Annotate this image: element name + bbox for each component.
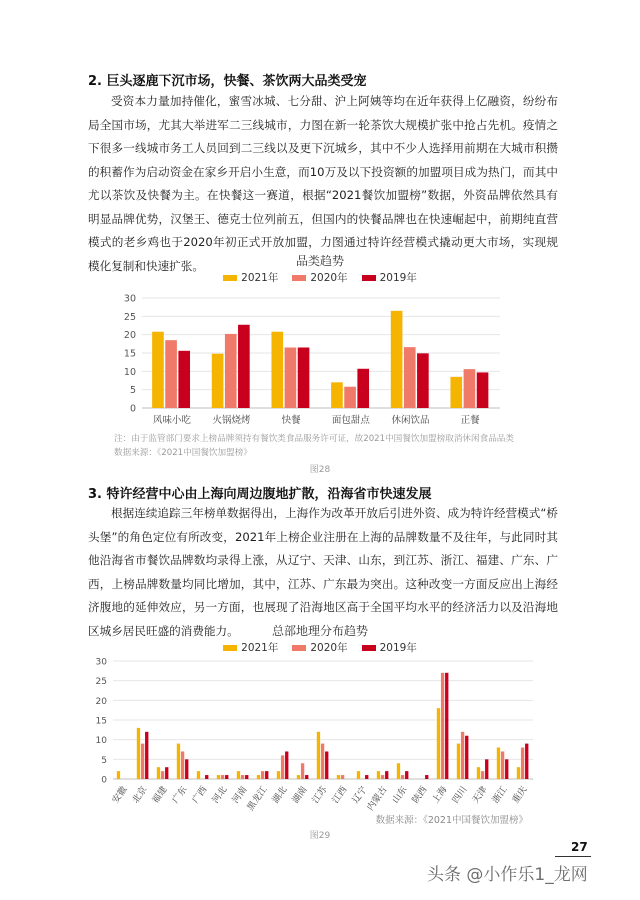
y-tick-label: 30 — [123, 293, 136, 305]
bar-2019年-正餐 — [477, 372, 489, 408]
bar-2020年-休闲饮品 — [404, 347, 416, 408]
bar-2019年-火锅烧烤 — [238, 325, 250, 408]
bar-2021年-风味小吃 — [152, 332, 164, 408]
y-tick-label: 30 — [95, 657, 107, 668]
bar-2020年-上海 — [441, 673, 444, 779]
x-tick-label: 浙江 — [490, 784, 510, 806]
bar-2019年-湖南 — [305, 775, 308, 779]
y-tick-label: 0 — [129, 403, 136, 415]
bar-2021年-四川 — [457, 744, 460, 779]
bar-2021年-安徽 — [117, 771, 120, 779]
x-tick-label: 湖北 — [270, 784, 290, 806]
x-tick-label: 广东 — [170, 784, 190, 806]
y-tick-label: 5 — [101, 755, 107, 766]
legend-label-2020: 2020年 — [310, 272, 348, 284]
legend-swatch-2021 — [223, 275, 237, 281]
chart1-category-trend — [0, 288, 640, 438]
legend2-label-2020: 2020年 — [310, 642, 348, 654]
chart1-legend — [0, 270, 640, 285]
x-tick-label: 风味小吃 — [152, 415, 191, 426]
page-number-underline — [555, 856, 591, 857]
chart2-source: 数据来源：《2021中国餐饮加盟榜》 — [375, 815, 528, 826]
bar-2021年-重庆 — [517, 767, 520, 779]
legend-label-2019: 2019年 — [379, 272, 417, 284]
x-tick-label: 火锅烧烤 — [212, 415, 251, 426]
bar-2021年-火锅烧烤 — [212, 354, 224, 408]
x-tick-label: 山东 — [390, 784, 410, 806]
chart2-title: 总部地理分布趋势 — [271, 624, 368, 638]
section-paragraph-3: 根据连续追踪三年榜单数据得出，上海作为改革开放后引进外资、成为特许经营模式“桥头堡”的角色定位有所改变，2021年上榜企业注册在上海的品牌数量不及往年，与此同时其他沿海省市餐饮品牌数均录得上涨，从辽宁、天津、山东，到江苏、浙江、福建、广东、广西，上榜品牌数量均同比增加，其中，江苏、广东最为突出。这种改变一方面反应出上海经济腹地的延伸效应，另一方面，也展现了沿海地区高于全国平均水平的经济活力以及沿海地区城乡居民旺盛的消费能力。 — [88, 506, 558, 638]
bar-2021年-广西 — [197, 771, 200, 779]
bar-2019年-黑龙江 — [265, 771, 268, 779]
x-tick-label: 福建 — [150, 784, 170, 806]
x-tick-label: 重庆 — [510, 784, 530, 806]
bar-2020年-北京 — [141, 744, 144, 779]
bar-2021年-河北 — [217, 775, 220, 779]
bar-2021年-河南 — [237, 771, 240, 779]
x-tick-label: 河南 — [230, 784, 250, 806]
legend2-label-2019: 2019年 — [379, 642, 417, 654]
y-tick-label: 15 — [95, 716, 107, 727]
x-tick-label: 广西 — [190, 784, 210, 806]
legend2-swatch-2019 — [362, 645, 376, 651]
chart2-legend — [0, 640, 640, 655]
x-tick-label: 休闲饮品 — [391, 415, 430, 426]
bar-2019年-快餐 — [298, 348, 310, 409]
bar-2021年-上海 — [437, 708, 440, 779]
bar-2019年-陕西 — [425, 775, 428, 779]
bar-2020年-福建 — [161, 771, 164, 779]
x-tick-label: 安徽 — [110, 784, 130, 806]
page-number: 27 — [571, 840, 588, 854]
legend-label-2021: 2021年 — [241, 272, 279, 284]
x-tick-label: 江苏 — [310, 784, 330, 806]
legend-item-2021 — [223, 270, 278, 285]
y-tick-label: 0 — [101, 775, 107, 786]
section-heading-2: 2. 巨头逐鹿下沉市场，快餐、茶饮两大品类受宠 — [88, 74, 367, 89]
legend2-item-2019 — [362, 640, 417, 655]
chart1-source: 数据来源：《2021中国餐饮加盟榜》 — [114, 448, 252, 458]
bar-2020年-天津 — [481, 771, 484, 779]
bar-2019年-内蒙古 — [385, 771, 388, 779]
bar-2021年-内蒙古 — [377, 771, 380, 779]
chart2-headquarters-distribution — [0, 654, 640, 819]
bar-2021年-快餐 — [271, 332, 283, 408]
legend-item-2019 — [362, 270, 417, 285]
bar-2019年-四川 — [465, 736, 468, 779]
chart1-note — [114, 432, 584, 460]
x-tick-label: 快餐 — [281, 415, 301, 426]
bar-2021年-湖北 — [277, 771, 280, 779]
y-tick-label: 20 — [95, 696, 107, 707]
section-heading-3: 3. 特许经营中心由上海向周边腹地扩散，沿海省市快速发展 — [88, 487, 432, 502]
bar-2021年-正餐 — [450, 377, 462, 408]
bar-2020年-河北 — [221, 775, 224, 779]
bar-2021年-江西 — [337, 775, 340, 779]
bar-2020年-重庆 — [521, 748, 524, 779]
legend2-item-2020 — [292, 640, 347, 655]
x-tick-label: 天津 — [470, 784, 490, 806]
bar-2019年-福建 — [165, 767, 168, 779]
bar-2021年-浙江 — [497, 748, 500, 779]
section-paragraph-2: 受资本力量加持催化，蜜雪冰城、七分甜、沪上阿姨等均在近年获得上亿融资，纷纷布局全国市场，尤其大举进军二三线城市，力图在新一轮茶饮大规模扩张中抢占先机。疫情之下很多一线城市务工人员回到二三线以及更下沉城乡，其中不少人选择用前期在大城市积攒的积蓄作为启动资金在家乡开启小生意，而10万及以下投资额的加盟项目成为热门，而其中尤以茶饮及快餐为主。在快餐这一赛道，根据“2021餐饮加盟榜”数据，外资品牌依然具有明显品牌优势，汉堡王、德克士位列前五，但国内的快餐品牌也在快速崛起中，前期纯直营模式的老乡鸡也于2020年初正式开放加盟，力图通过特许经营模式撬动更大市场，实现规模化复制和快速扩张。 — [88, 94, 558, 273]
bar-2020年-山东 — [401, 775, 404, 779]
bar-2020年-江西 — [341, 775, 344, 779]
chart1-title: 品类趋势 — [295, 254, 344, 268]
bar-2020年-黑龙江 — [261, 771, 264, 779]
bar-2020年-火锅烧烤 — [225, 334, 237, 408]
x-tick-label: 内蒙古 — [365, 784, 390, 813]
x-tick-label: 北京 — [130, 784, 150, 806]
y-tick-label: 25 — [123, 311, 136, 323]
bar-2020年-江苏 — [321, 744, 324, 779]
legend2-swatch-2020 — [292, 645, 306, 651]
bar-2019年-广东 — [185, 759, 188, 779]
legend-swatch-2019 — [362, 275, 376, 281]
bar-2021年-黑龙江 — [257, 775, 260, 779]
y-tick-label: 10 — [95, 736, 107, 747]
legend2-swatch-2021 — [223, 645, 237, 651]
figure-label-29: 图29 — [309, 831, 331, 841]
x-tick-label: 陕西 — [410, 784, 430, 806]
y-tick-label: 5 — [129, 385, 136, 397]
x-tick-label: 河北 — [210, 784, 230, 806]
bar-2021年-面包甜点 — [331, 382, 343, 408]
bar-2021年-天津 — [477, 767, 480, 779]
x-tick-label: 正餐 — [460, 415, 480, 426]
bar-2019年-江苏 — [325, 751, 328, 779]
bar-2021年-山东 — [397, 763, 400, 779]
bar-2019年-浙江 — [505, 759, 508, 779]
bar-2019年-山东 — [405, 771, 408, 779]
figure-label-28: 图28 — [309, 465, 331, 475]
bar-2019年-上海 — [445, 673, 448, 779]
bar-2019年-休闲饮品 — [417, 353, 429, 408]
bar-2020年-广东 — [181, 751, 184, 779]
legend-item-2020 — [292, 270, 347, 285]
bar-2020年-浙江 — [501, 751, 504, 779]
bar-2020年-河南 — [241, 775, 244, 779]
bar-2021年-休闲饮品 — [391, 311, 403, 408]
bar-2020年-四川 — [461, 732, 464, 779]
bar-2019年-湖北 — [285, 751, 288, 779]
legend-swatch-2020 — [292, 275, 306, 281]
watermark: 头条 @小作乐1_龙网 — [427, 865, 588, 885]
legend2-item-2021 — [223, 640, 278, 655]
bar-2019年-面包甜点 — [357, 369, 369, 408]
x-tick-label: 辽宁 — [350, 784, 370, 806]
bar-2020年-风味小吃 — [165, 340, 177, 408]
bar-2021年-辽宁 — [357, 771, 360, 779]
x-tick-label: 湖南 — [290, 784, 310, 806]
x-tick-label: 上海 — [430, 784, 450, 806]
bar-2019年-天津 — [485, 759, 488, 779]
bar-2020年-正餐 — [464, 369, 476, 408]
bar-2021年-江苏 — [317, 732, 320, 779]
legend2-label-2021: 2021年 — [241, 642, 279, 654]
chart1-note-text: 注：由于监管部门要求上榜品牌须持有餐饮类食品服务许可证，故2021中国餐饮加盟榜取消休闲食品品类 — [114, 434, 514, 444]
y-tick-label: 20 — [123, 330, 136, 342]
bar-2021年-北京 — [137, 728, 140, 779]
bar-2020年-快餐 — [285, 348, 297, 409]
bar-2019年-广西 — [205, 775, 208, 779]
bar-2019年-北京 — [145, 732, 148, 779]
bar-2020年-湖南 — [301, 763, 304, 779]
y-tick-label: 25 — [95, 677, 107, 688]
bar-2020年-内蒙古 — [381, 775, 384, 779]
x-tick-label: 江西 — [330, 784, 350, 806]
x-tick-label: 面包甜点 — [331, 415, 370, 426]
bar-2021年-广东 — [177, 744, 180, 779]
bar-2019年-河北 — [225, 775, 228, 779]
bar-2019年-风味小吃 — [178, 351, 190, 408]
x-tick-label: 黑龙江 — [245, 784, 270, 813]
x-tick-label: 四川 — [450, 784, 470, 806]
bar-2020年-面包甜点 — [344, 387, 356, 408]
bar-2020年-湖北 — [281, 755, 284, 779]
bar-2021年-福建 — [157, 767, 160, 779]
bar-2021年-湖南 — [297, 775, 300, 779]
y-tick-label: 10 — [123, 366, 136, 378]
bar-2019年-辽宁 — [365, 775, 368, 779]
y-tick-label: 15 — [123, 348, 136, 360]
bar-2019年-河南 — [245, 775, 248, 779]
bar-2019年-重庆 — [525, 744, 528, 779]
